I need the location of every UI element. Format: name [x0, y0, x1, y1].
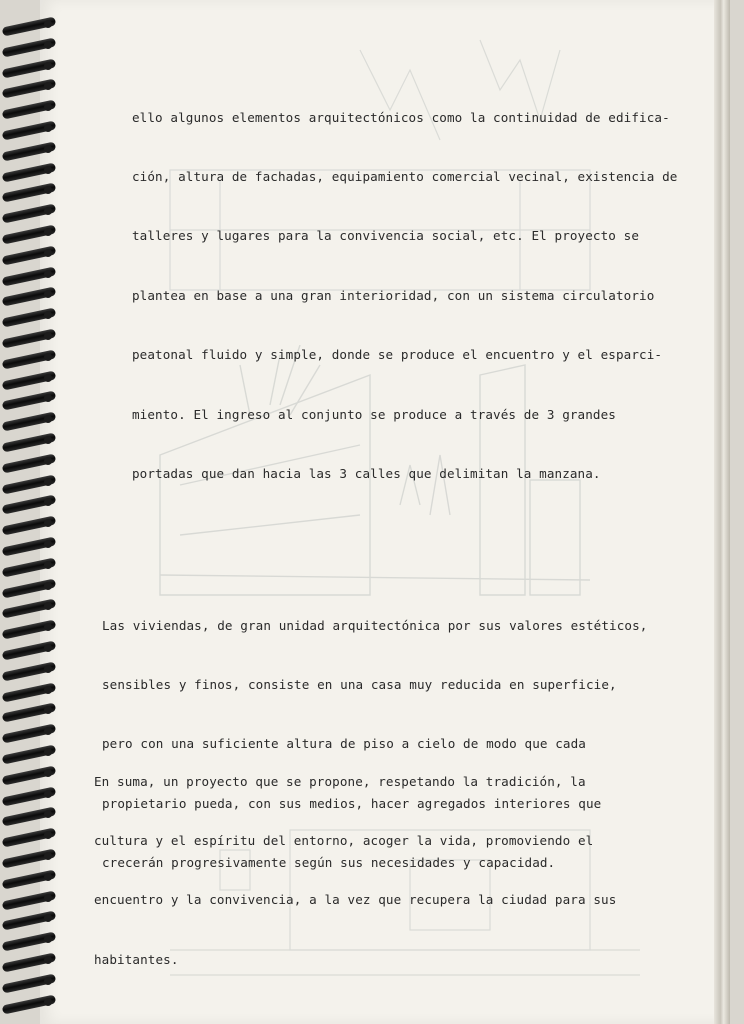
binding-hole	[44, 436, 52, 444]
text-line: propietario pueda, con sus medios, hacer agregados interiores que	[102, 795, 602, 811]
page-stack-edge	[714, 0, 730, 1024]
text-line: pero con una suficiente altura de piso a cielo de modo que cada	[102, 736, 586, 752]
text-line: Las viviendas, de gran unidad arquitectónica por sus valores estéticos,	[102, 617, 648, 633]
paragraph-conclusion	[94, 732, 616, 1009]
binding-hole	[44, 249, 52, 257]
binding-hole	[44, 894, 52, 902]
text-line: portadas que dan hacia las 3 calles que delimitan la manzana.	[132, 465, 601, 481]
text-line: habitantes.	[94, 951, 179, 967]
binding-hole	[44, 457, 52, 465]
text-line: talleres y lugares para la convivencia social, etc. El proyecto se	[132, 228, 640, 244]
text-line: crecerán progresivamente según sus necesidades y capacidad.	[102, 855, 556, 871]
binding-hole	[44, 498, 52, 506]
document-page	[40, 0, 730, 1024]
binding-hole	[44, 270, 52, 278]
binding-hole	[44, 686, 52, 694]
binding-hole	[44, 103, 52, 111]
binding-hole	[44, 831, 52, 839]
text-line: ción, altura de fachadas, equipamiento comercial vecinal, existencia de	[132, 168, 678, 184]
spiral-binding	[0, 0, 58, 1024]
text-line: ello algunos elementos arquitectónicos como la continuidad de edifica-	[132, 109, 670, 125]
text-line: miento. El ingreso al conjunto se produce a través de 3 grandes	[132, 406, 616, 422]
binding-hole	[44, 706, 52, 714]
text-line: plantea en base a una gran interioridad, con un sistema circulatorio	[132, 287, 655, 303]
binding-hole	[44, 311, 52, 319]
binding-hole	[44, 20, 52, 28]
binding-hole	[44, 582, 52, 590]
binding-hole	[44, 852, 52, 860]
binding-hole	[44, 374, 52, 382]
text-line: cultura y el espíritu del entorno, acoger la vida, promoviendo el	[94, 832, 594, 848]
text-line: En suma, un proyecto que se propone, respetando la tradición, la	[94, 773, 586, 789]
text-line: peatonal fluido y simple, donde se produce el encuentro y el esparci-	[132, 347, 663, 363]
binding-hole	[44, 790, 52, 798]
binding-hole	[44, 166, 52, 174]
binding-hole	[44, 769, 52, 777]
text-line: encuentro y la convivencia, a la vez que recupera la ciudad para sus	[94, 892, 617, 908]
binding-hole	[44, 644, 52, 652]
binding-hole	[44, 353, 52, 361]
binding-hole	[44, 977, 52, 985]
binding-hole	[44, 665, 52, 673]
binding-hole	[44, 145, 52, 153]
binding-hole	[44, 82, 52, 90]
binding-hole	[44, 561, 52, 569]
binding-hole	[44, 394, 52, 402]
binding-hole	[44, 228, 52, 236]
binding-hole	[44, 935, 52, 943]
binding-hole	[44, 290, 52, 298]
binding-hole	[44, 415, 52, 423]
binding-hole	[44, 41, 52, 49]
binding-hole	[44, 478, 52, 486]
text-line: sensibles y finos, consiste en una casa muy reducida en superficie,	[102, 676, 617, 692]
binding-hole	[44, 956, 52, 964]
binding-hole	[44, 873, 52, 881]
binding-hole	[44, 914, 52, 922]
binding-hole	[44, 623, 52, 631]
binding-hole	[44, 186, 52, 194]
paragraph-intro	[132, 68, 677, 523]
binding-hole	[44, 540, 52, 548]
binding-hole	[44, 998, 52, 1006]
binding-hole	[44, 602, 52, 610]
binding-hole	[44, 748, 52, 756]
binding-hole	[44, 332, 52, 340]
binding-hole	[44, 810, 52, 818]
binding-hole	[44, 207, 52, 215]
binding-hole	[44, 519, 52, 527]
binding-hole	[44, 727, 52, 735]
binding-hole	[44, 62, 52, 70]
binding-hole	[44, 124, 52, 132]
